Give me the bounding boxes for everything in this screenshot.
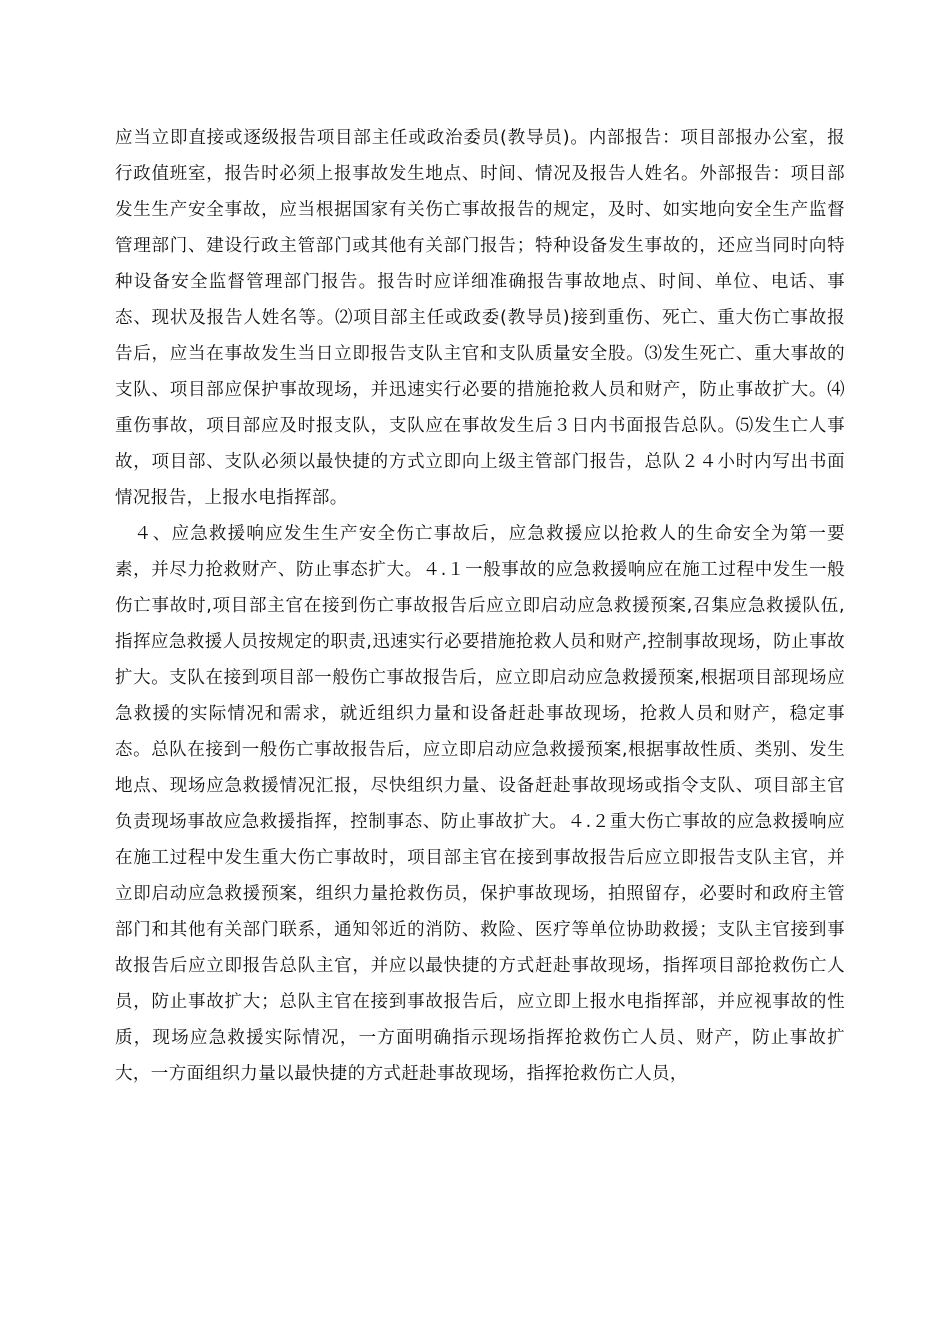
body-paragraph-1: 应当立即直接或逐级报告项目部主任或政治委员(教导员)。内部报告：项目部报办公室，报行政值班室，报告时必须上报事故发生地点、时间、情况及报告人姓名。外部报告：项目部发生生产安全事故，应当根据国家有关伤亡事故报告的规定，及时、如实地向安全生产监督管理部门、建设行政主管部门或其他有关部门报告；特种设备发生事故的，还应当同时向特种设备安全监督管理部门报告。报告时应详细准确报告事故地点、时间、单位、电话、事态、现状及报告人姓名等。⑵项目部主任或政委(教导员)接到重伤、死亡、重大伤亡事故报告后，应当在事故发生当日立即报告支队主官和支队质量安全股。⑶发生死亡、重大事故的支队、项目部应保护事故现场，并迅速实行必要的措施抢救人员和财产，防止事故扩大。⑷重伤事故，项目部应及时报支队，支队应在事故发生后３日内书面报告总队。⑸发生亡人事故，项目部、支队必须以最快捷的方式立即向上级主管部门报告，总队２４小时内写出书面情况报告，上报水电指挥部。 <box>115 128 845 508</box>
document-page <box>115 120 845 1092</box>
body-paragraph-2: ４、应急救援响应发生生产安全伤亡事故后，应急救援应以抢救人的生命安全为第一要素，并尽力抢救财产、防止事态扩大。４.１一般事故的应急救援响应在施工过程中发生一般伤亡事故时,项目部主官在接到伤亡事故报告后应立即启动应急救援预案,召集应急救援队伍,指挥应急救援人员按规定的职责,迅速实行必要措施抢救人员和财产,控制事故现场，防止事故扩大。支队在接到项目部一般伤亡事故报告后，应立即启动应急救援预案,根据项目部现场应急救援的实际情况和需求，就近组织力量和设备赶赴事故现场，抢救人员和财产，稳定事态。总队在接到一般伤亡事故报告后，应立即启动应急救援预案,根据事故性质、类别、发生地点、现场应急救援情况汇报，尽快组织力量、设备赶赴事故现场或指令支队、项目部主官负责现场事故应急救援指挥，控制事态、防止事故扩大。４.２重大伤亡事故的应急救援响应在施工过程中发生重大伤亡事故时，项目部主官在接到事故报告后应立即报告支队主官，并立即启动应急救援预案，组织力量抢救伤员，保护事故现场，拍照留存，必要时和政府主管部门和其他有关部门联系，通知邻近的消防、救险、医疗等单位协助救援；支队主官接到事故报告后应立即报告总队主官，并应以最快捷的方式赶赴事故现场，指挥项目部抢救伤亡人员，防止事故扩大；总队主官在接到事故报告后，应立即上报水电指挥部，并应视事故的性质，现场应急救援实际情况，一方面明确指示现场指挥抢救伤亡人员、财产，防止事故扩大，一方面组织力量以最快捷的方式赶赴事故现场，指挥抢救伤亡人员， <box>115 524 845 1084</box>
